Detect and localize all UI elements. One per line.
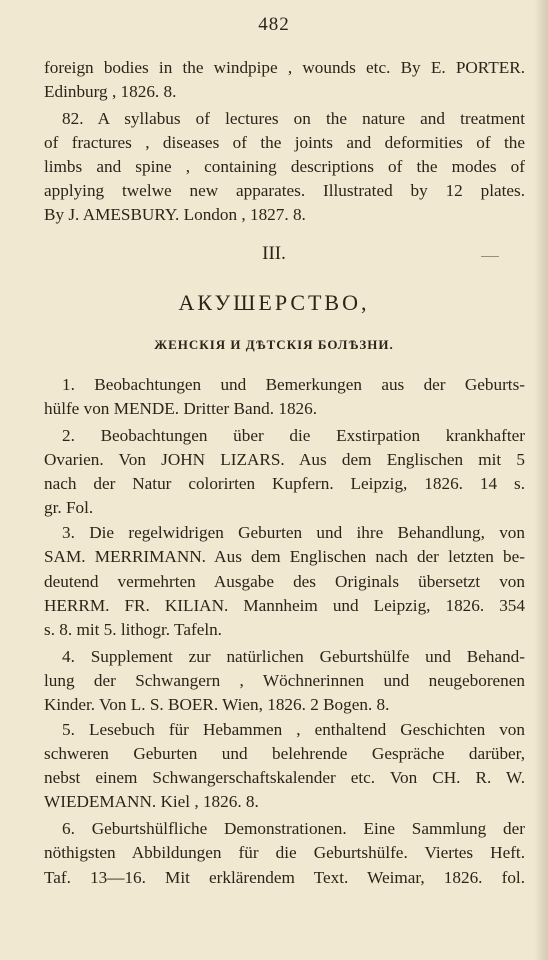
text-line: 2. Beobachtungen über die Exstirpation krankhafter [62, 426, 525, 445]
text-line: hülfe von MENDE. Dritter Band. 1826. [44, 399, 318, 418]
text-line: By J. AMESBURY. London , 1827. 8. [44, 205, 306, 224]
margin-mark [481, 256, 499, 257]
text-line: 82. A syllabus of lectures on the nature and treatment [62, 109, 525, 128]
text-line: deutend vermehrten Ausgabe des Originals übersetzt von [44, 572, 525, 591]
text-line: applying twelwe new apparates. Illustrated by 12 plates. [44, 181, 525, 200]
text-line: lung der Schwangern , Wöchnerinnen und neugeborenen [44, 671, 525, 690]
text-line: 3. Die regelwidrigen Geburten und ihre Behandlung, von [62, 523, 525, 542]
text-line: nach der Natur colorirten Kupfern. Leipzig, 1826. 14 s. [44, 474, 525, 493]
text-line: of fractures , diseases of the joints and deformities of the [44, 133, 525, 152]
text-line: 5. Lesebuch für Hebammen , enthaltend Geschichten von [62, 720, 525, 739]
page-edge-shadow [534, 0, 548, 960]
section-number: III. [262, 243, 286, 264]
text-line: 1. Beobachtungen und Bemerkungen aus der Geburts- [62, 375, 525, 394]
text-line: SAM. MERRIMANN. Aus dem Englischen nach der letzten be- [44, 547, 525, 566]
section-title: АКУШЕРСТВО, [178, 290, 370, 315]
text-line: foreign bodies in the windpipe , wounds etc. By E. PORTER. [44, 58, 525, 77]
text-line: nöthigsten Abbildungen für die Geburtshülfe. Viertes Heft. [44, 843, 525, 862]
text-line: HERRM. FR. KILIAN. Mannheim und Leipzig, 1826. 354 [44, 596, 525, 615]
text-line: Kinder. Von L. S. BOER. Wien, 1826. 2 Bogen. 8. [44, 695, 390, 714]
text-line: limbs and spine , containing descriptions of the modes of [44, 157, 525, 176]
text-line: gr. Fol. [44, 498, 94, 517]
text-line: schweren Geburten und belehrende Gespräche darüber, [44, 744, 525, 763]
text-line: WIEDEMANN. Kiel , 1826. 8. [44, 792, 259, 811]
text-line: Taf. 13—16. Mit erklärendem Text. Weimar, 1826. fol. [44, 868, 525, 887]
page-number: 482 [258, 14, 290, 35]
text-line: Ovarien. Von JOHN LIZARS. Aus dem Englischen mit 5 [44, 450, 525, 469]
text-line: 6. Geburtshülfliche Demonstrationen. Eine Sammlung der [62, 819, 525, 838]
section-subtitle: ЖЕНСКІЯ И ДѢТСКІЯ БОЛѢЗНИ. [154, 337, 394, 352]
text-line: 4. Supplement zur natürlichen Geburtshülfe und Behand- [62, 647, 525, 666]
text-line: nebst einem Schwangerschaftskalender etc. Von CH. R. W. [44, 768, 525, 787]
text-line: Edinburg , 1826. 8. [44, 82, 177, 101]
text-line: s. 8. mit 5. lithogr. Tafeln. [44, 620, 222, 639]
